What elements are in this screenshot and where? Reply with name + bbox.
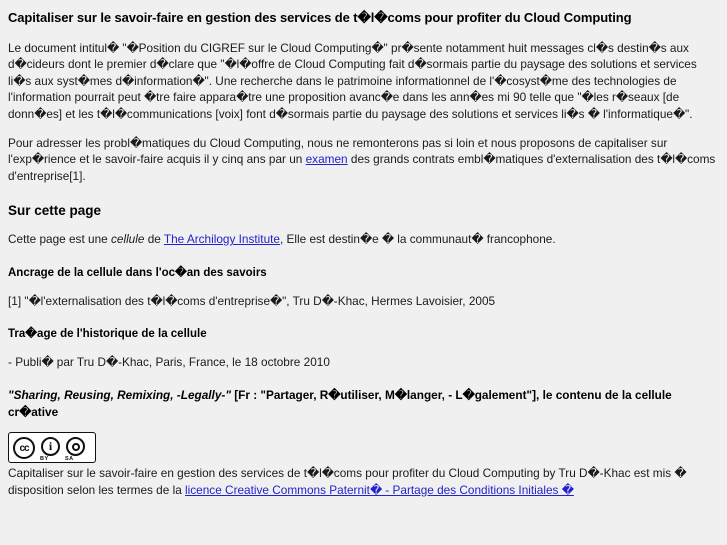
reference-line: [1] "�l'externalisation des t�l�coms d'entreprise�", Tru D�-Khac, Hermes Lavoisier, 2005: [8, 293, 496, 308]
creative-commons-badge-icon[interactable]: [8, 432, 96, 463]
cc-by-label: BY: [40, 456, 49, 463]
examen-link[interactable]: examen: [305, 152, 348, 167]
second-paragraph: [8, 135, 719, 184]
sharing-italic-phrase: "Sharing, Reusing, Remixing, -Legally-": [8, 388, 231, 403]
cell-description-paragraph: [8, 231, 719, 247]
cell-text-mid: de: [144, 232, 164, 247]
published-line: - Publi� par Tru D�-Khac, Paris, France, le 18 octobre 2010: [8, 355, 330, 370]
cc-circle-icon: cc: [13, 437, 35, 459]
sharing-rest-text: [Fr : "Partager, R�utiliser, M�langer, - L�galement"], le contenu de la cellule cr�ative: [8, 388, 672, 419]
subheading-history: Tra�age de l'historique de la cellule: [8, 328, 207, 341]
second-paragraph-text-before: Pour adresser les probl�matiques du Cloud Computing, nous ne remonterons pas si loin et nous proposons de capitaliser sur l'exp�rience et le savoir-faire acquis il y cinq ans par un: [8, 136, 668, 167]
archilogy-institute-link[interactable]: The Archilogy Institute: [163, 232, 280, 247]
section-heading-on-this-page: Sur cette page: [8, 203, 102, 219]
cc-by-person-icon: i: [41, 437, 60, 456]
creative-commons-license-link[interactable]: licence Creative Commons Paternit� - Partage des Conditions Initiales �: [185, 482, 574, 497]
cell-text-after: , Elle est destin�e � la communaut� francophone.: [279, 232, 556, 247]
intro-paragraph: Le document intitul� "�Position du CIGREF sur le Cloud Computing�" pr�sente notamment huit messages cl�s destin�s aux d�cideurs dont le premier d�clare que "�l�offre de Cloud Computing fait d�sormais partie du paysage des solutions et services li�s aux syst�mes d�information�". Une recherche dans le patrimoine informationnel de l'�cosyst�me des technologies de l'information pourrait peut �tre faire appara�tre une proposition avanc�e dans les ann�es mi 90 telle que "�les r�seaux [de donn�es] et les t�l�communications [voix] font d�sormais partie du paysage des solutions et services li�s � l'informatique�".: [8, 41, 697, 121]
cc-sa-share-alike-icon: [66, 437, 85, 456]
page-title: Capitaliser sur le savoir-faire en gestion des services de t�l�coms pour profiter du Cloud Computing: [8, 10, 632, 25]
second-paragraph-text-after: des grands contrats embl�matiques d'externalisation des t�l�coms d'entreprise[1].: [8, 152, 716, 183]
sharing-statement: [8, 387, 698, 420]
creative-commons-block: [8, 432, 719, 463]
license-caption-text: Capitaliser sur le savoir-faire en gestion des services de t�l�coms pour profiter du Cloud Computing by Tru D�-Khac est mis � disposition selon les termes de la: [8, 466, 687, 497]
subheading-anchoring: Ancrage de la cellule dans l'oc�an des savoirs: [8, 266, 267, 279]
cell-text-before: Cette page est une: [8, 232, 111, 247]
cellule-italic-word: cellule: [110, 232, 145, 247]
cc-sa-label: SA: [65, 456, 74, 463]
license-caption: [8, 465, 719, 498]
